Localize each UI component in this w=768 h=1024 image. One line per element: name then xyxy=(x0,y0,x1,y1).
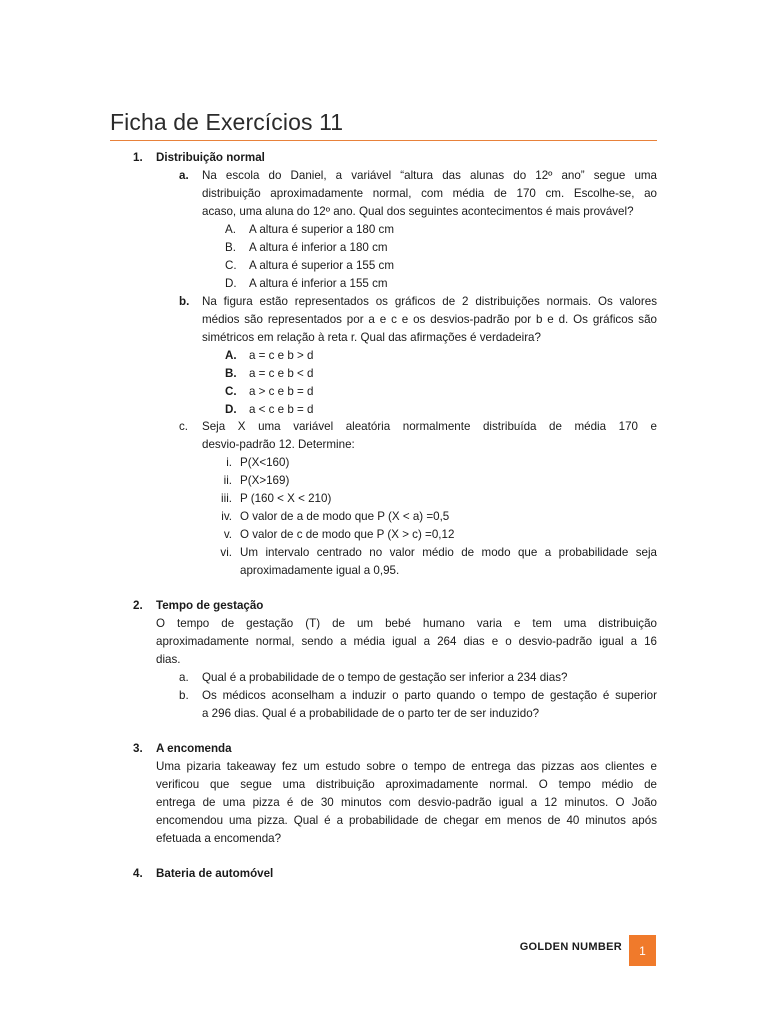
q1c-item-text: O valor de c de modo que P (X > c) =0,12 xyxy=(240,528,455,541)
title-underline xyxy=(110,140,657,141)
q1c-item-label: vi. xyxy=(220,546,232,559)
q1b-line-3: simétricos em relação à reta r. Qual das afirmações é verdadeira? xyxy=(202,331,541,344)
q2-line-2: aproximadamente normal, sendo a média igual a 264 dias e o desvio-padrão igual a 16 xyxy=(156,635,657,648)
q1-title: Distribuição normal xyxy=(156,151,265,164)
q1c-item-label: v. xyxy=(223,528,232,541)
q2b-line-1: Os médicos aconselham a induzir o parto quando o tempo de gestação é superior xyxy=(202,689,657,702)
q1a-option-text: A altura é superior a 180 cm xyxy=(249,223,395,236)
q2a-label: a. xyxy=(179,671,189,684)
q1-number: 1. xyxy=(133,151,143,164)
q4-number: 4. xyxy=(133,867,143,880)
q1a-option-text: A altura é inferior a 180 cm xyxy=(249,241,388,254)
q1b-option-text: a = c e b < d xyxy=(249,367,314,380)
q1c-item-text: Um intervalo centrado no valor médio de modo que a probabilidade seja xyxy=(240,546,657,559)
q1a-line-3: acaso, uma aluna do 12º ano. Qual dos seguintes acontecimentos é mais provável? xyxy=(202,205,634,218)
q2a-text: Qual é a probabilidade de o tempo de gestação ser inferior a 234 dias? xyxy=(202,671,568,684)
q1a-option-label: A. xyxy=(225,223,236,236)
q1b-option-label: A. xyxy=(225,349,237,362)
q1c-item-text: O valor de a de modo que P (X < a) =0,5 xyxy=(240,510,450,523)
q1b-option-label: D. xyxy=(225,403,237,416)
q1c-line-1: Seja X uma variável aleatória normalmente distribuída de média 170 e xyxy=(202,420,657,433)
q1b-option-text: a > c e b = d xyxy=(249,385,314,398)
q3-title: A encomenda xyxy=(156,742,232,755)
q2-line-3: dias. xyxy=(156,653,181,666)
q3-number: 3. xyxy=(133,742,143,755)
q1b-line-1: Na figura estão representados os gráficos de 2 distribuições normais. Os valores xyxy=(202,295,657,308)
q1a-label: a. xyxy=(179,169,189,182)
q1a-line-1: Na escola do Daniel, a variável “altura das alunas do 12º ano” segue uma xyxy=(202,169,657,182)
q3-line-3: entrega de uma pizza é de 30 minutos com desvio-padrão igual a 12 minutos. O João xyxy=(156,796,657,809)
q1a-option-label: B. xyxy=(225,241,236,254)
q1c-item-label: ii. xyxy=(223,474,232,487)
q1b-option-label: B. xyxy=(225,367,237,380)
q1b-option-text: a = c e b > d xyxy=(249,349,314,362)
q1c-item-text: P (160 < X < 210) xyxy=(240,492,332,505)
q1b-line-2: médios são representados por a e c e os desvios-padrão por b e d. Os gráficos são xyxy=(202,313,657,326)
q1a-option-label: D. xyxy=(225,277,237,290)
q2b-line-2: a 296 dias. Qual é a probabilidade de o parto ter de ser induzido? xyxy=(202,707,540,720)
q2-number: 2. xyxy=(133,599,143,612)
q1c-line-2: desvio-padrão 12. Determine: xyxy=(202,438,355,451)
footer-brand-label: GOLDEN NUMBER xyxy=(519,941,622,953)
q3-line-4: encomendou uma pizza. Qual é a probabilidade de chegar em menos de 40 minutos após xyxy=(156,814,657,827)
q3-line-5: efetuada a encomenda? xyxy=(156,832,282,845)
q1c-label: c. xyxy=(179,420,189,433)
q1c-item-label: iii. xyxy=(221,492,232,505)
q3-line-2: verificou que segue uma distribuição aproximadamente normal. O tempo médio de xyxy=(156,778,657,791)
q1c-item-text: P(X>169) xyxy=(240,474,290,487)
q2b-label: b. xyxy=(179,689,189,702)
q1b-option-text: a < c e b = d xyxy=(249,403,314,416)
q1c-item-text: P(X<160) xyxy=(240,456,290,469)
q1c-item-continuation: aproximadamente igual a 0,95. xyxy=(240,564,400,577)
q1a-line-2: distribuição aproximadamente normal, com média de 170 cm. Escolhe-se, ao xyxy=(202,187,657,200)
q1a-option-text: A altura é superior a 155 cm xyxy=(249,259,395,272)
page-title: Ficha de Exercícios 11 xyxy=(110,109,344,135)
q1a-option-text: A altura é inferior a 155 cm xyxy=(249,277,388,290)
q2-line-1: O tempo de gestação (T) de um bebé humano varia e tem uma distribuição xyxy=(156,617,657,630)
q1b-option-label: C. xyxy=(225,385,237,398)
q1c-item-label: iv. xyxy=(221,510,232,523)
q3-line-1: Uma pizaria takeaway fez um estudo sobre o tempo de entrega das pizzas aos clientes e xyxy=(156,760,657,773)
q1b-label: b. xyxy=(179,295,190,308)
q1a-option-label: C. xyxy=(225,259,237,272)
q4-title: Bateria de automóvel xyxy=(156,867,274,880)
q1c-item-label: i. xyxy=(226,456,232,469)
q2-title: Tempo de gestação xyxy=(156,599,264,612)
page-number-badge: 1 xyxy=(629,935,656,966)
